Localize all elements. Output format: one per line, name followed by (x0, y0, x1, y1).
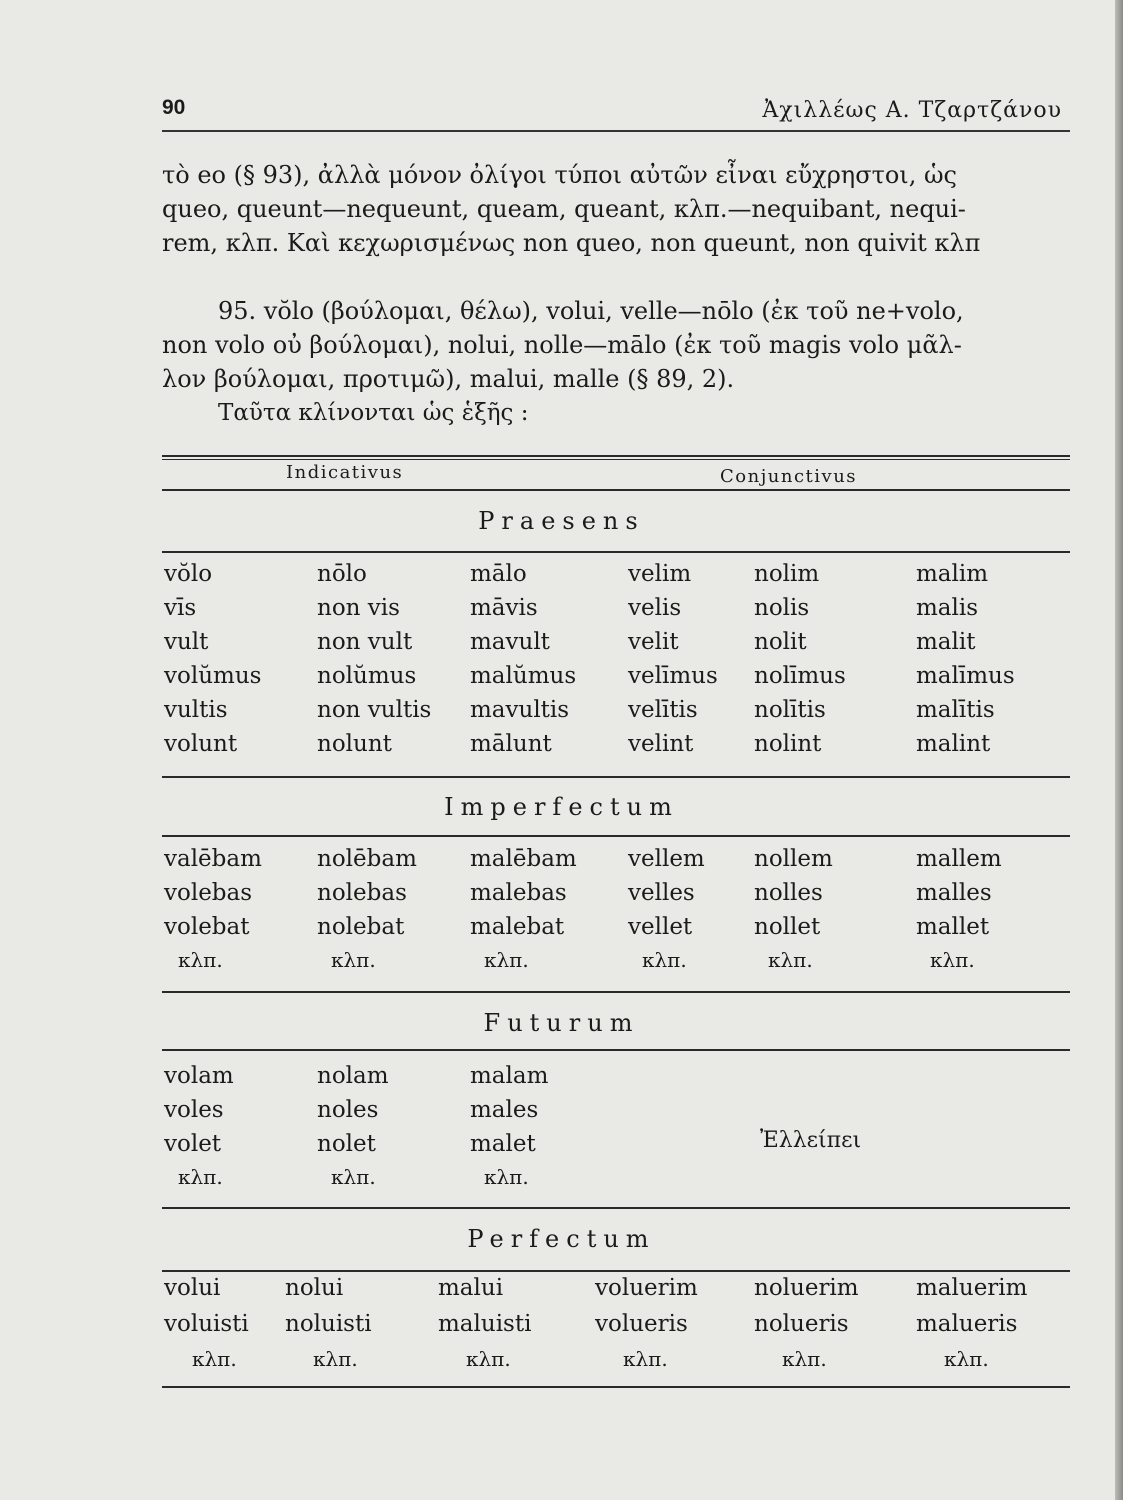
table-cell: malles (916, 880, 992, 906)
table-cell: volam (164, 1063, 234, 1089)
table-cell: volŭmus (164, 663, 262, 689)
table-cell: velītis (628, 697, 698, 723)
table-cell: nolueris (754, 1311, 849, 1337)
table-cell: vīs (164, 595, 197, 621)
table-cell: malēbam (470, 846, 577, 872)
table-cell: malītis (916, 697, 995, 723)
table-cell: mavultis (470, 697, 570, 723)
table-cell: nollem (754, 846, 833, 872)
table-cell: κλπ. (484, 1165, 529, 1189)
table-cell: nōlo (317, 561, 367, 587)
table-cell: nolebat (317, 914, 405, 940)
table-cell: nolis (754, 595, 810, 621)
table-cell: volebat (164, 914, 250, 940)
table-cell: velīmus (628, 663, 718, 689)
table-cell: volet (164, 1131, 222, 1157)
table-cell: noluisti (285, 1311, 372, 1337)
section-title-praesens: Praesens (478, 507, 645, 535)
table-cell: malueris (916, 1311, 1018, 1337)
table-cell: velit (628, 629, 679, 655)
table-cell: vult (164, 629, 209, 655)
section-title-perfectum: Perfectum (467, 1225, 656, 1253)
table-cell: malebat (470, 914, 565, 940)
table-cell: κλπ. (178, 948, 223, 972)
section-title-futurum: Futurum (483, 1009, 640, 1037)
paragraph-line: rem, κλπ. Καὶ κεχωρισμένως non queo, non queunt, non quivit κλπ (162, 229, 981, 257)
paragraph-line: non volo οὐ βούλομαι), nolui, nolle—mālo (ἐκ τοῦ magis volo μᾶλ- (162, 331, 962, 359)
table-cell: malui (438, 1275, 504, 1301)
table-cell: malebas (470, 880, 567, 906)
table-cell: volunt (164, 731, 238, 757)
table-cell: males (470, 1097, 539, 1123)
table-cell: noles (317, 1097, 379, 1123)
table-rule (162, 551, 1070, 553)
table-cell: κλπ. (331, 1165, 376, 1189)
table-cell: mallet (916, 914, 990, 940)
paragraph-1 (162, 158, 1070, 260)
table-cell: voluisti (164, 1311, 249, 1337)
table-rule (162, 1270, 1070, 1272)
table-cell: malīmus (916, 663, 1015, 689)
table-cell: valēbam (164, 846, 262, 872)
table-cell: velles (628, 880, 695, 906)
table-cell: non vult (317, 629, 413, 655)
table-rule (162, 459, 1070, 460)
table-cell: vellem (628, 846, 705, 872)
paragraph-line: 95. vŏlo (βούλομαι, θέλω), volui, velle—nōlo (ἐκ τοῦ ne+volo, (218, 297, 964, 325)
table-cell: nolŭmus (317, 663, 417, 689)
paragraph-line: λον βούλομαι, προτιμῶ), malui, malle (§ 89, 2). (162, 365, 735, 393)
table-rule (162, 1386, 1070, 1388)
table-cell: malim (916, 561, 989, 587)
table-cell: κλπ. (313, 1347, 358, 1371)
table-cell: nolunt (317, 731, 392, 757)
table-cell: non vultis (317, 697, 432, 723)
table-rule (162, 1049, 1070, 1051)
table-cell: κλπ. (642, 948, 687, 972)
table-cell: nolēbam (317, 846, 417, 872)
table-cell: malis (916, 595, 979, 621)
table-cell: κλπ. (466, 1347, 511, 1371)
table-cell: noluerim (754, 1275, 859, 1301)
paragraph-95 (162, 294, 1070, 396)
table-cell: κλπ. (178, 1165, 223, 1189)
table-cell: malet (470, 1131, 536, 1157)
table-cell: velim (628, 561, 692, 587)
table-cell: nollet (754, 914, 821, 940)
table-cell: velis (628, 595, 682, 621)
table-cell: nolles (754, 880, 823, 906)
table-cell: mallem (916, 846, 1002, 872)
table-rule (162, 489, 1070, 491)
table-cell: voles (164, 1097, 224, 1123)
indicativus-header: Indicativus (286, 462, 404, 483)
paragraph-line: τὸ eo (§ 93), ἀλλὰ μόνον ὀλίγοι τύποι αὐτῶν εἶναι εὔχρηστοι, ὡς (162, 161, 957, 189)
table-cell: malit (916, 629, 976, 655)
table-cell: non vis (317, 595, 400, 621)
paragraph-intro-table (218, 396, 818, 430)
table-cell: maluerim (916, 1275, 1028, 1301)
table-cell: nolet (317, 1131, 376, 1157)
table-cell: nolam (317, 1063, 389, 1089)
table-cell: malam (470, 1063, 549, 1089)
table-cell: κλπ. (623, 1347, 668, 1371)
table-cell: volui (164, 1275, 221, 1301)
table-cell: malint (916, 731, 991, 757)
header-rule (162, 130, 1070, 132)
conjunctivus-header: Conjunctivus (720, 466, 858, 487)
table-cell: κλπ. (331, 948, 376, 972)
table-cell: nolīmus (754, 663, 846, 689)
table-cell: nolebas (317, 880, 407, 906)
table-cell: nolītis (754, 697, 826, 723)
table-rule (162, 991, 1070, 993)
table-cell: κλπ. (930, 948, 975, 972)
table-cell: vellet (628, 914, 693, 940)
table-rule (162, 1207, 1070, 1209)
conjunctivus-missing-note: Ἐλλείπει (760, 1128, 862, 1153)
table-cell: κλπ. (782, 1347, 827, 1371)
table-cell: mavult (470, 629, 550, 655)
table-cell: nolint (754, 731, 822, 757)
table-cell: nolim (754, 561, 820, 587)
table-rule (162, 776, 1070, 778)
table-rule (162, 835, 1070, 837)
table-cell: κλπ. (768, 948, 813, 972)
table-cell: vŏlo (164, 561, 213, 587)
table-cell: velint (628, 731, 694, 757)
table-cell: volueris (595, 1311, 688, 1337)
table-cell: κλπ. (944, 1347, 989, 1371)
table-cell: mālunt (470, 731, 552, 757)
table-cell: κλπ. (192, 1347, 237, 1371)
table-cell: voluerim (595, 1275, 698, 1301)
table-cell: māvis (470, 595, 538, 621)
page-edge-shadow (1115, 0, 1123, 1500)
table-cell: volebas (164, 880, 253, 906)
table-cell: vultis (164, 697, 228, 723)
paragraph-line: Ταῦτα κλίνονται ὡς ἑξῆς : (218, 400, 529, 426)
page-number: 90 (162, 96, 186, 119)
table-cell: mālo (470, 561, 527, 587)
table-cell: κλπ. (484, 948, 529, 972)
table-cell: nolui (285, 1275, 344, 1301)
table-cell: nolit (754, 629, 807, 655)
section-title-imperfectum: Imperfectum (444, 793, 679, 821)
table-cell: malŭmus (470, 663, 577, 689)
paragraph-line: queo, queunt—nequeunt, queam, queant, κλπ.—nequibant, nequi- (162, 195, 966, 223)
table-rule (162, 455, 1070, 457)
table-cell: maluisti (438, 1311, 532, 1337)
running-head: Ἀχιλλέως Α. Τζαρτζάνου (762, 98, 1062, 123)
